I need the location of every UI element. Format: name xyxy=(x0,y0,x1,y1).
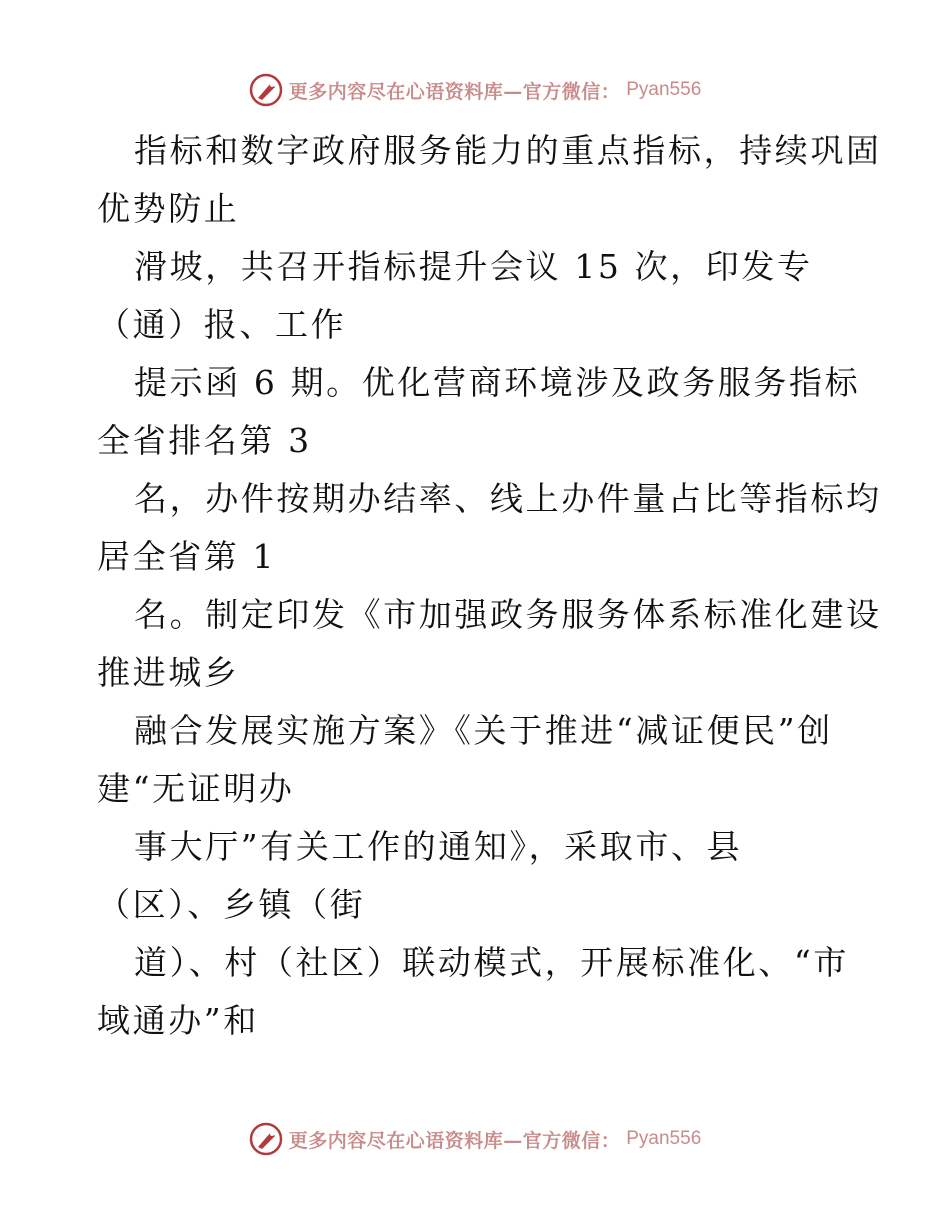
text-line: （区）、乡镇（街 xyxy=(97,885,366,924)
header-banner xyxy=(0,70,950,110)
pen-nib-icon xyxy=(249,73,283,107)
text-line: 道）、村（社区）联动模式，开展标准化、“市 xyxy=(134,943,849,982)
text-line: 事大厅”有关工作的通知》，采取市、县 xyxy=(134,827,743,866)
wechat-id: Pyan556 xyxy=(626,1128,702,1149)
text-line: 域通办”和 xyxy=(97,1001,259,1040)
footer-banner xyxy=(0,1119,950,1159)
text-line: （通）报、工作 xyxy=(97,305,347,344)
text-line: 全省排名第 3 xyxy=(97,421,312,460)
text-line: 融合发展实施方案》《关于推进“减证便民”创 xyxy=(134,711,833,750)
banner-text: 更多内容尽在心语资料库—官方微信： xyxy=(288,80,621,103)
text-line: 优势防止 xyxy=(97,189,240,228)
text-line: 名。制定印发《市加强政务服务体系标准化建设 xyxy=(134,595,882,634)
pen-nib-icon xyxy=(249,1122,283,1156)
text-line: 推进城乡 xyxy=(97,653,240,692)
text-line: 居全省第 1 xyxy=(97,537,277,576)
banner-text: 更多内容尽在心语资料库—官方微信： xyxy=(288,1129,621,1152)
text-line: 指标和数字政府服务能力的重点指标，持续巩固 xyxy=(134,131,882,170)
text-line: 滑坡，共召开指标提升会议 15 次，印发专 xyxy=(134,247,813,286)
text-line: 建“无证明办 xyxy=(97,769,295,808)
text-line: 提示函 6 期。优化营商环境涉及政务服务指标 xyxy=(134,363,861,402)
text-line: 名，办件按期办结率、线上办件量占比等指标均 xyxy=(134,479,882,518)
wechat-id: Pyan556 xyxy=(626,79,702,100)
document-body xyxy=(97,122,882,1050)
